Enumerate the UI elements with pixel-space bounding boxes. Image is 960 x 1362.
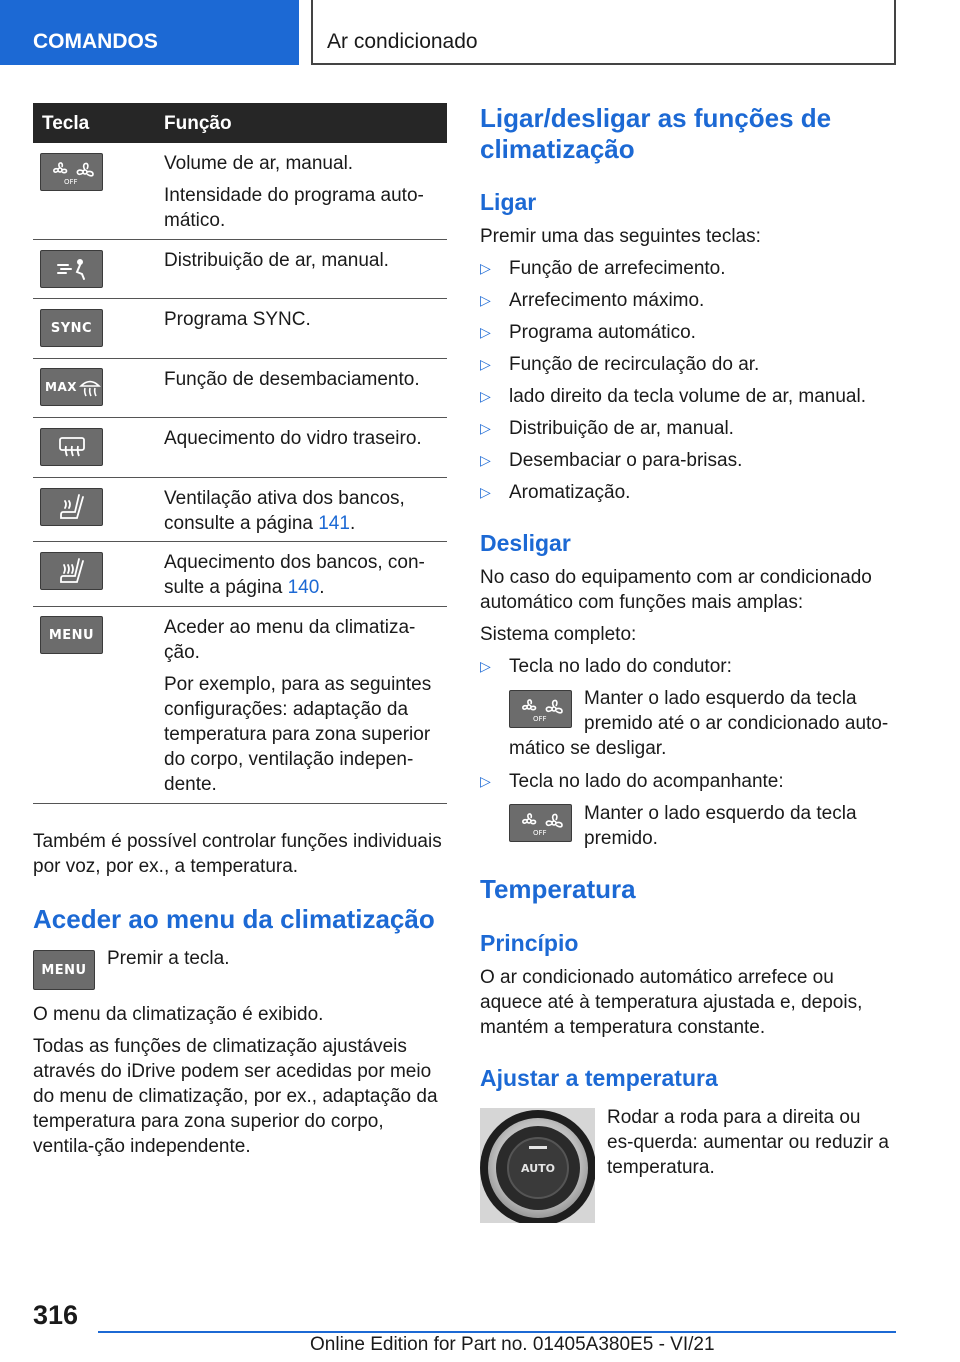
bullet-triangle-icon: ▷ xyxy=(480,452,491,468)
adjust-heading: Ajustar a temperatura xyxy=(480,1065,718,1091)
row-text: Por exemplo, para as seguintes configurações: adaptação da temperatura para zona superior do corpo, ventilação indepen-dente. xyxy=(164,674,432,795)
press-key-text: Premir a tecla. xyxy=(107,948,230,969)
table-row xyxy=(33,359,447,418)
bullet-triangle-icon: ▷ xyxy=(480,324,491,340)
table-row xyxy=(33,607,447,804)
driver-text: mático se desligar. xyxy=(509,738,667,759)
bullet-triangle-icon: ▷ xyxy=(480,658,491,674)
table-row xyxy=(33,478,447,542)
bullet-triangle-icon: ▷ xyxy=(480,356,491,372)
edition-note: Online Edition for Part no. 01405A380E5 - VI/21 xyxy=(310,1334,715,1355)
page-title: Ar condicionado xyxy=(311,0,896,65)
subheading-on: Ligar xyxy=(480,189,537,215)
bullet-triangle-icon: ▷ xyxy=(480,260,491,276)
svg-text:OFF: OFF xyxy=(532,715,547,723)
temperature-knob-image xyxy=(480,1108,595,1223)
table-row xyxy=(33,143,447,240)
section-tab: COMANDOS xyxy=(0,0,299,65)
fan-off-icon xyxy=(40,153,103,191)
rear-window-heat-icon xyxy=(40,428,103,466)
bullet-triangle-icon: ▷ xyxy=(480,773,491,789)
menu-key xyxy=(40,616,103,654)
bullet-triangle-icon: ▷ xyxy=(480,420,491,436)
svg-text:OFF: OFF xyxy=(63,178,78,186)
passenger-text: Manter o lado esquerdo da tecla xyxy=(584,803,857,824)
menu-key xyxy=(33,950,95,990)
table-row xyxy=(33,542,447,607)
max-defrost-icon xyxy=(40,368,103,406)
driver-text: Manter o lado esquerdo da tecla xyxy=(584,688,857,709)
row-text: Função de desembaciamento. xyxy=(164,369,420,390)
row-text: Aquecimento dos bancos, con-sulte a página 140. xyxy=(164,552,425,598)
fan-off-icon xyxy=(509,690,572,728)
table-row xyxy=(33,299,447,359)
fan-off-icon xyxy=(509,804,572,842)
off-intro: No caso do equipamento com ar condicionado automático com funções mais amplas: xyxy=(480,567,872,613)
row-text: Programa SYNC. xyxy=(164,309,311,330)
passenger-text: premido. xyxy=(584,828,658,849)
key-label: SYNC xyxy=(50,320,93,336)
temperature-heading: Temperatura xyxy=(480,874,636,904)
knob-label: AUTO xyxy=(521,1162,555,1175)
page-number: 316 xyxy=(33,1300,79,1330)
menu-heading: Aceder ao menu da climatização xyxy=(33,904,435,934)
row-text: Aceder ao menu da climatiza-ção. xyxy=(164,617,416,663)
footer-rule xyxy=(98,1331,896,1333)
row-text: Volume de ar, manual. xyxy=(164,153,354,174)
key-label: MENU xyxy=(48,627,95,643)
page-link[interactable]: 141 xyxy=(318,513,350,534)
voice-note: Também é possível controlar funções individuais por voz, por ex., a temperatura. xyxy=(33,831,442,877)
seat-heating-icon xyxy=(40,552,103,590)
table-row xyxy=(33,418,447,478)
row-text: Aquecimento do vidro traseiro. xyxy=(164,428,422,449)
column-header-function: Função xyxy=(164,113,232,134)
bullet-triangle-icon: ▷ xyxy=(480,388,491,404)
subheading-off: Desligar xyxy=(480,530,571,556)
key-label: MAX xyxy=(45,380,77,394)
system-label: Sistema completo: xyxy=(480,624,637,645)
on-intro: Premir uma das seguintes teclas: xyxy=(480,226,761,247)
section-heading: Ligar/desligar as funções de climatização xyxy=(480,103,832,164)
key-label: MENU xyxy=(41,962,87,978)
bullet-triangle-icon: ▷ xyxy=(480,484,491,500)
table-header xyxy=(33,103,447,143)
principle-heading: Princípio xyxy=(480,930,579,956)
page-link[interactable]: 140 xyxy=(287,577,320,598)
row-text: Intensidade do programa auto-mático. xyxy=(164,185,424,231)
table-row xyxy=(33,240,447,299)
sync-key xyxy=(40,309,103,347)
row-text: Distribuição de ar, manual. xyxy=(164,250,389,271)
seat-ventilation-icon xyxy=(40,488,103,526)
menu-description: Todas as funções de climatização ajustáveis através do iDrive podem ser acedidas por meio do menu de climatização, por ex., adaptação da temperatura para zona superior do corpo, ventila-ção independente. xyxy=(33,1036,438,1157)
driver-text: premido até o ar condicionado auto- xyxy=(584,713,889,734)
principle-text: O ar condicionado automático arrefece ou aquece até à temperatura ajustada e, depois, mantém a temperatura constante. xyxy=(480,967,863,1038)
column-header-key: Tecla xyxy=(42,113,90,134)
svg-text:OFF: OFF xyxy=(532,829,547,837)
bullet-triangle-icon: ▷ xyxy=(480,292,491,308)
air-distribution-icon xyxy=(40,250,103,288)
key-function-table xyxy=(33,103,447,804)
menu-shown-text: O menu da climatização é exibido. xyxy=(33,1004,324,1025)
adjust-text: Rodar a roda para a direita ou es-querda: aumentar ou reduzir a temperatura. xyxy=(607,1107,889,1178)
row-text: Ventilação ativa dos bancos, consulte a página 141. xyxy=(164,488,405,534)
